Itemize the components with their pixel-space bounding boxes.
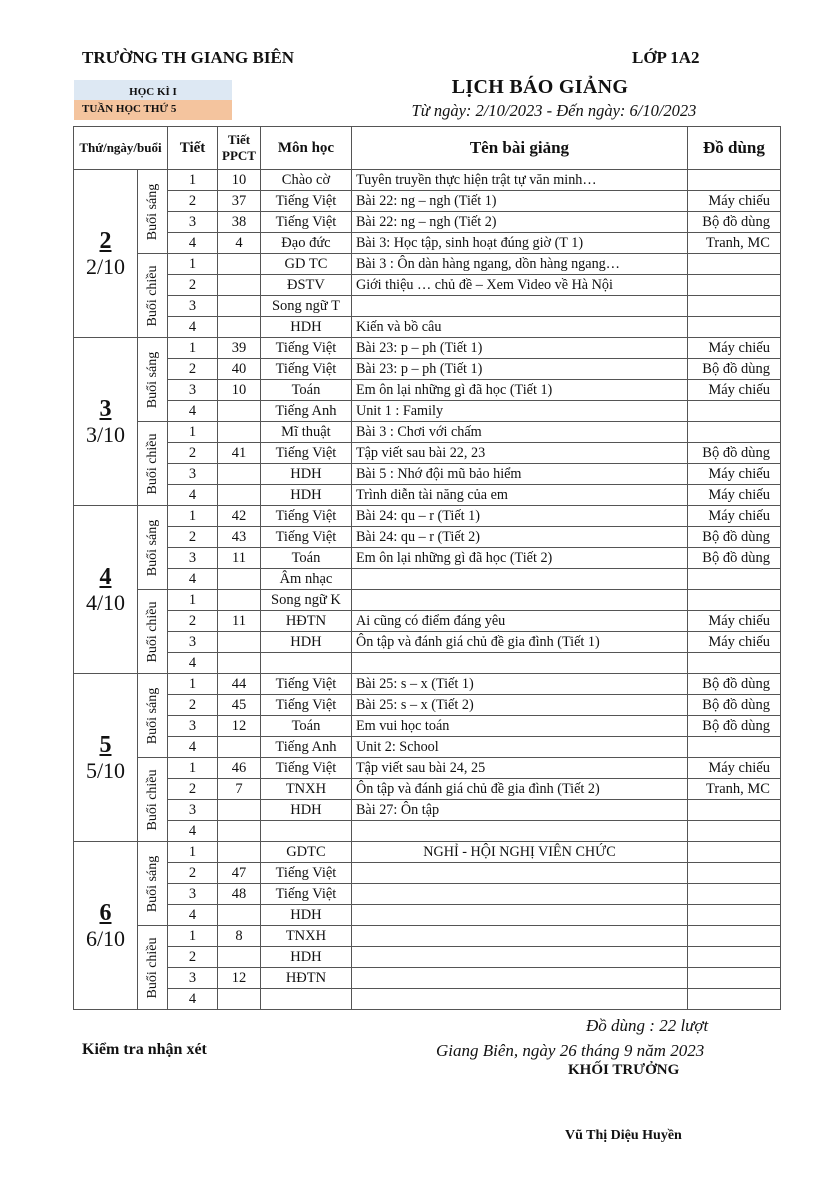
subject-cell: HĐTN [260, 611, 351, 632]
subject-cell: Tiếng Anh [260, 401, 351, 422]
lesson-cell: Bài 3 : Ôn dàn hàng ngang, dồn hàng ngang… [351, 254, 687, 275]
table-row [74, 380, 781, 401]
lesson-cell: Bài 22: ng – ngh (Tiết 2) [351, 212, 687, 233]
period-cell: 1 [168, 926, 218, 947]
day-number: 6 [99, 899, 112, 926]
period-cell: 1 [168, 674, 218, 695]
lesson-cell [351, 947, 687, 968]
period-cell: 4 [168, 401, 218, 422]
ppct-cell: 11 [218, 611, 261, 632]
lesson-cell: Bài 22: ng – ngh (Tiết 1) [351, 191, 687, 212]
period-cell: 2 [168, 191, 218, 212]
ppct-cell [218, 905, 261, 926]
subject-cell: Âm nhạc [260, 569, 351, 590]
period-cell: 4 [168, 317, 218, 338]
class-name: LỚP 1A2 [632, 48, 700, 67]
table-row [74, 191, 781, 212]
table-row [74, 884, 781, 905]
table-row [74, 863, 781, 884]
table-row [74, 485, 781, 506]
session-cell [138, 422, 168, 506]
period-cell: 1 [168, 758, 218, 779]
date-range: Từ ngày: 2/10/2023 - Đến ngày: 6/10/2023 [411, 101, 697, 120]
semester-label: HỌC KÌ I [74, 80, 232, 100]
table-row [74, 695, 781, 716]
page-title: LỊCH BÁO GIẢNG [451, 76, 629, 98]
ppct-cell [218, 989, 261, 1010]
table-row [74, 758, 781, 779]
period-cell: 3 [168, 380, 218, 401]
table-row [74, 653, 781, 674]
session-cell [138, 674, 168, 758]
schedule-body [74, 170, 781, 1010]
equipment-cell: Bộ đồ dùng [687, 695, 780, 716]
subject-cell: HDH [260, 947, 351, 968]
equipment-cell: Bộ đồ dùng [687, 212, 780, 233]
table-row [74, 443, 781, 464]
session-label: Buổi chiều [144, 768, 160, 831]
subject-cell: Song ngữ T [260, 296, 351, 317]
table-row [74, 317, 781, 338]
lesson-cell [351, 590, 687, 611]
equipment-cell [687, 884, 780, 905]
period-cell: 4 [168, 989, 218, 1010]
equipment-cell [687, 926, 780, 947]
period-cell: 3 [168, 884, 218, 905]
table-row [74, 632, 781, 653]
lesson-cell [351, 569, 687, 590]
equipment-cell [687, 317, 780, 338]
period-cell: 3 [168, 800, 218, 821]
subject-cell: Tiếng Việt [260, 191, 351, 212]
lesson-cell: Bài 27: Ôn tập [351, 800, 687, 821]
lesson-cell: Bài 3: Học tập, sinh hoạt đúng giờ (T 1) [351, 233, 687, 254]
table-row [74, 716, 781, 737]
day-number: 4 [99, 563, 112, 590]
table-row [74, 611, 781, 632]
subject-cell: HDH [260, 485, 351, 506]
subject-cell: ĐSTV [260, 275, 351, 296]
subject-cell: GDTC [260, 842, 351, 863]
day-date: 3/10 [85, 421, 126, 447]
ppct-cell [218, 800, 261, 821]
table-row [74, 548, 781, 569]
lesson-cell: Tuyên truyền thực hiện trật tự văn minh… [351, 170, 687, 191]
period-cell: 2 [168, 779, 218, 800]
table-row [74, 779, 781, 800]
equipment-cell [687, 800, 780, 821]
lesson-cell [351, 884, 687, 905]
ppct-cell [218, 653, 261, 674]
ppct-cell [218, 485, 261, 506]
ppct-cell: 43 [218, 527, 261, 548]
period-cell: 1 [168, 506, 218, 527]
table-row [74, 233, 781, 254]
period-cell: 2 [168, 275, 218, 296]
period-cell: 3 [168, 548, 218, 569]
subject-cell: TNXH [260, 926, 351, 947]
subject-cell [260, 989, 351, 1010]
session-cell [138, 338, 168, 422]
equipment-cell: Máy chiếu [687, 611, 780, 632]
ppct-cell [218, 401, 261, 422]
session-label: Buổi chiều [144, 264, 160, 327]
session-cell [138, 170, 168, 254]
period-cell: 4 [168, 653, 218, 674]
lesson-cell: Bài 25: s – x (Tiết 2) [351, 695, 687, 716]
ppct-cell: 44 [218, 674, 261, 695]
equipment-cell [687, 275, 780, 296]
equipment-cell [687, 653, 780, 674]
table-header-row [74, 127, 781, 170]
table-row [74, 821, 781, 842]
equipment-cell [687, 863, 780, 884]
subject-cell: Toán [260, 716, 351, 737]
session-label: Buổi sáng [144, 855, 160, 912]
day-date: 4/10 [85, 589, 126, 615]
day-date: 6/10 [85, 925, 126, 951]
equipment-cell: Máy chiếu [687, 380, 780, 401]
lesson-cell [351, 863, 687, 884]
equipment-cell [687, 737, 780, 758]
lesson-cell [351, 296, 687, 317]
subject-cell: Song ngữ K [260, 590, 351, 611]
ppct-cell [218, 821, 261, 842]
day-date: 5/10 [85, 757, 126, 783]
ppct-cell: 12 [218, 716, 261, 737]
period-cell: 2 [168, 527, 218, 548]
table-row [74, 527, 781, 548]
ppct-cell [218, 737, 261, 758]
table-row [74, 989, 781, 1010]
ppct-cell: 46 [218, 758, 261, 779]
session-label: Buổi sáng [144, 183, 160, 240]
period-cell: 4 [168, 569, 218, 590]
subject-cell: HDH [260, 905, 351, 926]
equipment-cell: Máy chiếu [687, 191, 780, 212]
subject-cell: Tiếng Việt [260, 338, 351, 359]
ppct-cell: 7 [218, 779, 261, 800]
equipment-cell [687, 254, 780, 275]
period-cell: 3 [168, 296, 218, 317]
ppct-cell: 47 [218, 863, 261, 884]
subject-cell: Tiếng Việt [260, 506, 351, 527]
col-header-equipment: Đồ dùng [687, 127, 780, 170]
col-header-ppct [218, 127, 261, 170]
equipment-cell [687, 401, 780, 422]
subject-cell: Tiếng Việt [260, 359, 351, 380]
period-cell: 4 [168, 905, 218, 926]
subject-cell: Tiếng Việt [260, 527, 351, 548]
lesson-cell: Bài 3 : Chơi với chấm [351, 422, 687, 443]
equipment-cell [687, 968, 780, 989]
week-label: TUẦN HỌC THỨ 5 [74, 100, 232, 120]
subject-cell: HĐTN [260, 968, 351, 989]
subject-cell: Chào cờ [260, 170, 351, 191]
day-date: 2/10 [85, 253, 126, 279]
ppct-cell: 10 [218, 170, 261, 191]
ppct-cell: 40 [218, 359, 261, 380]
period-cell: 2 [168, 695, 218, 716]
ppct-cell: 42 [218, 506, 261, 527]
table-row [74, 674, 781, 695]
session-cell [138, 758, 168, 842]
ppct-cell: 10 [218, 380, 261, 401]
lesson-cell: Bài 24: qu – r (Tiết 1) [351, 506, 687, 527]
subject-cell: Toán [260, 380, 351, 401]
table-row [74, 968, 781, 989]
lesson-cell: Tập viết sau bài 24, 25 [351, 758, 687, 779]
table-row [74, 926, 781, 947]
subject-cell: HDH [260, 632, 351, 653]
table-row [74, 338, 781, 359]
lesson-cell [351, 989, 687, 1010]
period-cell: 3 [168, 632, 218, 653]
lesson-cell: Bài 23: p – ph (Tiết 1) [351, 359, 687, 380]
place-date: Giang Biên, ngày 26 tháng 9 năm 2023 [436, 1041, 705, 1060]
table-row [74, 569, 781, 590]
col-header-day: Thứ/ngày/buổi [74, 127, 168, 170]
day-number: 2 [99, 227, 112, 254]
lesson-cell: Ôn tập và đánh giá chủ đề gia đình (Tiết 1) [351, 632, 687, 653]
subject-cell: HDH [260, 800, 351, 821]
period-cell: 4 [168, 485, 218, 506]
period-cell: 1 [168, 842, 218, 863]
ppct-cell [218, 275, 261, 296]
lesson-cell: Kiến và bồ câu [351, 317, 687, 338]
lesson-cell: Bài 24: qu – r (Tiết 2) [351, 527, 687, 548]
equipment-cell: Tranh, MC [687, 779, 780, 800]
session-label: Buổi chiều [144, 600, 160, 663]
ppct-cell [218, 632, 261, 653]
period-cell: 2 [168, 359, 218, 380]
equipment-cell [687, 842, 780, 863]
table-row [74, 842, 781, 863]
equipment-cell: Bộ đồ dùng [687, 443, 780, 464]
subject-cell: TNXH [260, 779, 351, 800]
lesson-cell: NGHỈ - HỘI NGHỊ VIÊN CHỨC [351, 842, 687, 863]
table-row [74, 212, 781, 233]
table-row [74, 296, 781, 317]
session-cell [138, 506, 168, 590]
lesson-cell: Bài 5 : Nhớ đội mũ bảo hiểm [351, 464, 687, 485]
period-cell: 3 [168, 464, 218, 485]
day-cell [74, 506, 138, 674]
equipment-cell: Máy chiếu [687, 758, 780, 779]
subject-cell: Toán [260, 548, 351, 569]
lesson-cell: Ai cũng có điểm đáng yêu [351, 611, 687, 632]
subject-cell: Tiếng Việt [260, 674, 351, 695]
subject-cell: Mĩ thuật [260, 422, 351, 443]
lesson-cell: Em ôn lại những gì đã học (Tiết 1) [351, 380, 687, 401]
period-cell: 1 [168, 170, 218, 191]
session-label: Buổi chiều [144, 432, 160, 495]
subject-cell: Tiếng Việt [260, 863, 351, 884]
equipment-cell [687, 296, 780, 317]
equipment-cell: Máy chiếu [687, 506, 780, 527]
ppct-cell [218, 254, 261, 275]
subject-cell [260, 653, 351, 674]
equipment-total: Đồ dùng : 22 lượt [586, 1016, 709, 1035]
subject-cell [260, 821, 351, 842]
lesson-cell: Em ôn lại những gì đã học (Tiết 2) [351, 548, 687, 569]
day-cell [74, 170, 138, 338]
table-row [74, 737, 781, 758]
ppct-cell [218, 317, 261, 338]
table-row [74, 275, 781, 296]
period-cell: 2 [168, 947, 218, 968]
subject-cell: HDH [260, 464, 351, 485]
col-header-ppct-line1: Tiết [227, 132, 251, 147]
session-cell [138, 842, 168, 926]
ppct-cell [218, 569, 261, 590]
equipment-cell: Máy chiếu [687, 464, 780, 485]
table-row [74, 905, 781, 926]
ppct-cell: 39 [218, 338, 261, 359]
subject-cell: Tiếng Việt [260, 695, 351, 716]
equipment-cell [687, 905, 780, 926]
table-row [74, 947, 781, 968]
lesson-cell: Em vui học toán [351, 716, 687, 737]
equipment-cell: Bộ đồ dùng [687, 359, 780, 380]
equipment-cell: Tranh, MC [687, 233, 780, 254]
period-cell: 1 [168, 590, 218, 611]
ppct-cell [218, 464, 261, 485]
session-cell [138, 926, 168, 1010]
col-header-period: Tiết [168, 127, 218, 170]
day-cell [74, 338, 138, 506]
subject-cell: GD TC [260, 254, 351, 275]
signer-name: Vũ Thị Diệu Huyền [565, 1128, 682, 1143]
ppct-cell: 12 [218, 968, 261, 989]
col-header-ppct-line2: PPCT [222, 148, 256, 163]
period-cell: 1 [168, 422, 218, 443]
ppct-cell [218, 590, 261, 611]
period-cell: 1 [168, 254, 218, 275]
lesson-cell: Trình diễn tài năng của em [351, 485, 687, 506]
ppct-cell [218, 842, 261, 863]
session-label: Buổi chiều [144, 936, 160, 999]
subject-cell: Tiếng Việt [260, 212, 351, 233]
ppct-cell: 38 [218, 212, 261, 233]
equipment-cell: Máy chiếu [687, 632, 780, 653]
equipment-cell [687, 569, 780, 590]
table-row [74, 170, 781, 191]
session-label: Buổi sáng [144, 687, 160, 744]
ppct-cell: 48 [218, 884, 261, 905]
lesson-cell: Tập viết sau bài 22, 23 [351, 443, 687, 464]
session-cell [138, 254, 168, 338]
equipment-cell [687, 947, 780, 968]
period-cell: 3 [168, 212, 218, 233]
signer-role: KHỐI TRƯỞNG [568, 1062, 680, 1078]
table-row [74, 506, 781, 527]
day-cell [74, 674, 138, 842]
period-cell: 3 [168, 716, 218, 737]
subject-cell: Tiếng Việt [260, 443, 351, 464]
period-cell: 3 [168, 968, 218, 989]
lesson-cell: Unit 1 : Family [351, 401, 687, 422]
equipment-cell: Bộ đồ dùng [687, 548, 780, 569]
ppct-cell [218, 296, 261, 317]
period-cell: 4 [168, 233, 218, 254]
ppct-cell [218, 947, 261, 968]
equipment-cell: Máy chiếu [687, 338, 780, 359]
col-header-subject: Môn học [260, 127, 351, 170]
equipment-cell [687, 590, 780, 611]
table-row [74, 800, 781, 821]
table-row [74, 590, 781, 611]
check-label: Kiểm tra nhận xét [82, 1041, 207, 1058]
table-row [74, 401, 781, 422]
equipment-cell: Bộ đồ dùng [687, 674, 780, 695]
day-cell [74, 842, 138, 1010]
equipment-cell: Máy chiếu [687, 485, 780, 506]
ppct-cell: 45 [218, 695, 261, 716]
lesson-cell [351, 653, 687, 674]
school-name: TRƯỜNG TH GIANG BIÊN [82, 48, 295, 67]
equipment-cell [687, 422, 780, 443]
lesson-cell: Giới thiệu … chủ đề – Xem Video về Hà Nội [351, 275, 687, 296]
period-cell: 2 [168, 863, 218, 884]
period-cell: 4 [168, 821, 218, 842]
lesson-cell [351, 905, 687, 926]
ppct-cell: 11 [218, 548, 261, 569]
period-cell: 2 [168, 443, 218, 464]
equipment-cell [687, 821, 780, 842]
lesson-cell [351, 926, 687, 947]
ppct-cell [218, 422, 261, 443]
session-cell [138, 590, 168, 674]
period-cell: 4 [168, 737, 218, 758]
subject-cell: Tiếng Anh [260, 737, 351, 758]
equipment-cell [687, 170, 780, 191]
session-label: Buổi sáng [144, 351, 160, 408]
period-cell: 1 [168, 338, 218, 359]
equipment-cell: Bộ đồ dùng [687, 716, 780, 737]
lesson-cell: Unit 2: School [351, 737, 687, 758]
table-row [74, 254, 781, 275]
table-row [74, 359, 781, 380]
lesson-cell: Ôn tập và đánh giá chủ đề gia đình (Tiết 2) [351, 779, 687, 800]
equipment-cell: Bộ đồ dùng [687, 527, 780, 548]
day-number: 5 [99, 731, 112, 758]
table-row [74, 464, 781, 485]
equipment-cell [687, 989, 780, 1010]
day-number: 3 [99, 395, 112, 422]
lesson-cell [351, 968, 687, 989]
lesson-cell [351, 821, 687, 842]
subject-cell: Đạo đức [260, 233, 351, 254]
ppct-cell: 4 [218, 233, 261, 254]
ppct-cell: 37 [218, 191, 261, 212]
subject-cell: Tiếng Việt [260, 758, 351, 779]
lesson-cell: Bài 23: p – ph (Tiết 1) [351, 338, 687, 359]
ppct-cell: 8 [218, 926, 261, 947]
ppct-cell: 41 [218, 443, 261, 464]
session-label: Buổi sáng [144, 519, 160, 576]
subject-cell: HDH [260, 317, 351, 338]
subject-cell: Tiếng Việt [260, 884, 351, 905]
semester-box [74, 80, 232, 120]
period-cell: 2 [168, 611, 218, 632]
table-row [74, 422, 781, 443]
lesson-cell: Bài 25: s – x (Tiết 1) [351, 674, 687, 695]
col-header-lesson: Tên bài giảng [351, 127, 687, 170]
schedule-table [73, 126, 781, 1010]
